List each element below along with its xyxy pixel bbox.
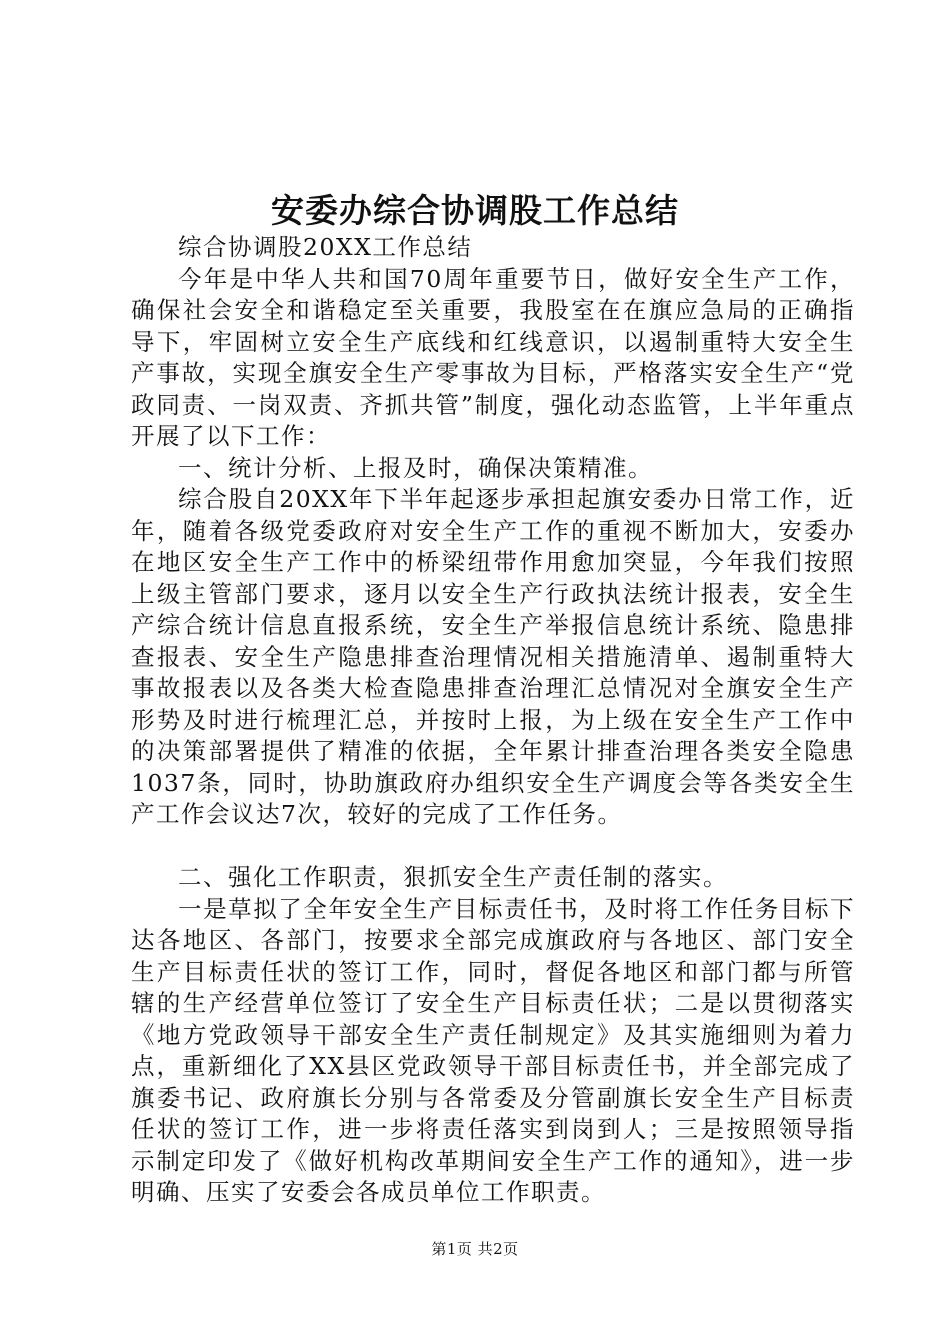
document-subtitle: 综合协调股20XX工作总结 (178, 233, 473, 261)
paragraph-section-2: 一是草拟了全年安全生产目标责任书，及时将工作任务目标下达各地区、各部门，按要求全部完成旗政府与各地区、部门安全生产目标责任状的签订工作，同时，督促各地区和部门都与所管辖的生产经营单位签订了安全生产目标责任状；二是以贯彻落实《地方党政领导干部安全生产责任制规定》及其实施细则为着力点，重新细化了XX县区党政领导干部目标责任书，并全部完成了旗委书记、政府旗长分别与各常委及分管副旗长安全生产目标责任状的签订工作，进一步将责任落实到岗到人；三是按照领导指示制定印发了《做好机构改革期间安全生产工作的通知》，进一步明确、压实了安委会各成员单位工作职责。 (131, 894, 855, 1206)
paragraph-section-1: 综合股自20XX年下半年起逐步承担起旗安委办日常工作，近年，随着各级党委政府对安全生产工作的重视不断加大，安委办在地区安全生产工作中的桥梁纽带作用愈加突显，今年我们按照上级主管部门要求，逐月以安全生产行政执法统计报表，安全生产综合统计信息直报系统，安全生产举报信息统计系统、隐患排查报表、安全生产隐患排查治理情况相关措施清单、遏制重特大事故报表以及各类大检查隐患排查治理汇总情况对全旗安全生产形势及时进行梳理汇总，并按时上报，为上级在安全生产工作中的决策部署提供了精准的依据，全年累计排查治理各类安全隐患1037条，同时，协助旗政府办组织安全生产调度会等各类安全生产工作会议达7次，较好的完成了工作任务。 (131, 485, 855, 828)
paragraph-intro: 今年是中华人共和国70周年重要节日，做好安全生产工作，确保社会安全和谐稳定至关重要，我股室在在旗应急局的正确指导下，牢固树立安全生产底线和红线意识，以遏制重特大安全生产事故，实现全旗安全生产零事故为目标，严格落实安全生产“党政同责、一岗双责、齐抓共管”制度，强化动态监管，上半年重点开展了以下工作： (131, 264, 855, 450)
document-title: 安委办综合协调股工作总结 (271, 191, 679, 230)
paragraph-gap (131, 831, 855, 863)
section-heading-1: 一、统计分析、上报及时，确保决策精准。 (178, 453, 653, 482)
page-number-footer: 第1页 共2页 (431, 1240, 519, 1258)
section-heading-2: 二、强化工作职责，狠抓安全生产责任制的落实。 (178, 863, 728, 891)
document-body (131, 232, 855, 1209)
